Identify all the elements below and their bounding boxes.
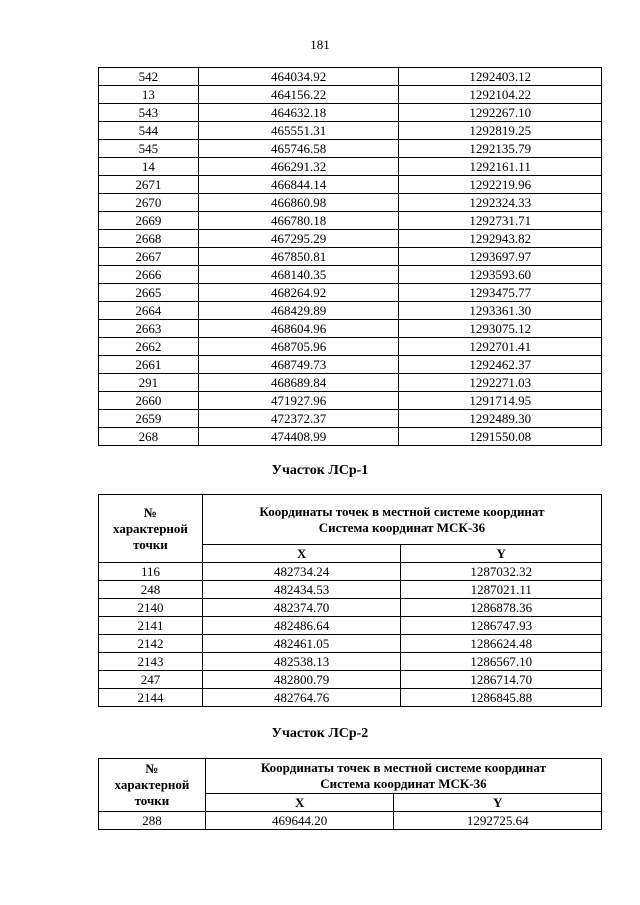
point-number-header-line3: точки: [133, 536, 168, 552]
point-number-cell: 543: [99, 104, 199, 122]
y-coordinate-cell: 1293593.60: [399, 266, 602, 284]
x-coordinate-cell: 466780.18: [198, 212, 399, 230]
y-coordinate-cell: 1292267.10: [399, 104, 602, 122]
y-column-header: Y: [394, 793, 602, 811]
point-number-cell: 544: [99, 122, 199, 140]
point-number-cell: 2661: [99, 356, 199, 374]
x-coordinate-cell: 482434.53: [202, 581, 401, 599]
table-row: [99, 104, 602, 122]
point-number-cell: 545: [99, 140, 199, 158]
page-number: 181: [310, 37, 330, 52]
point-number-cell: 247: [99, 671, 203, 689]
point-number-cell: 14: [99, 158, 199, 176]
y-coordinate-cell: 1293697.97: [399, 248, 602, 266]
table-row: [99, 212, 602, 230]
table3-body: [99, 812, 602, 830]
x-coordinate-cell: 464034.92: [198, 68, 399, 86]
table-row: [99, 392, 602, 410]
point-number-cell: 2667: [99, 248, 199, 266]
x-coordinate-cell: 467295.29: [198, 230, 399, 248]
coordinates-table-continued: [98, 67, 602, 446]
y-coordinate-cell: 1286624.48: [401, 635, 602, 653]
point-number-header-line1: №: [145, 761, 159, 776]
point-number-cell: 2665: [99, 284, 199, 302]
table-row: [99, 599, 602, 617]
point-number-cell: 2143: [99, 653, 203, 671]
table-row: [99, 176, 602, 194]
section-title-lsr-2: Участок ЛСр-2: [271, 726, 369, 741]
x-coordinate-cell: 482764.76: [202, 689, 401, 707]
table-row: [99, 356, 602, 374]
x-coordinate-cell: 464156.22: [198, 86, 399, 104]
table-row: [99, 122, 602, 140]
x-coordinate-cell: 469644.20: [205, 812, 394, 830]
y-coordinate-cell: 1291714.95: [399, 392, 602, 410]
x-column-header: X: [202, 545, 401, 563]
point-number-cell: 2140: [99, 599, 203, 617]
point-number-header: [99, 759, 206, 812]
y-coordinate-cell: 1291550.08: [399, 428, 602, 446]
point-number-cell: 116: [99, 563, 203, 581]
y-coordinate-cell: 1292731.71: [399, 212, 602, 230]
y-coordinate-cell: 1287021.11: [401, 581, 602, 599]
point-number-cell: 2663: [99, 320, 199, 338]
point-number-cell: 2659: [99, 410, 199, 428]
x-coordinate-cell: 464632.18: [198, 104, 399, 122]
point-number-cell: 2666: [99, 266, 199, 284]
x-coordinate-cell: 468429.89: [198, 302, 399, 320]
table-row: [99, 140, 602, 158]
x-coordinate-cell: 468604.96: [198, 320, 399, 338]
x-coordinate-cell: 468264.92: [198, 284, 399, 302]
table-row: [99, 689, 602, 707]
table-row: [99, 266, 602, 284]
table-row: [99, 635, 602, 653]
point-number-cell: 2142: [99, 635, 203, 653]
table-row: [99, 617, 602, 635]
point-number-header: [99, 495, 203, 563]
x-coordinate-cell: 465746.58: [198, 140, 399, 158]
point-number-cell: 248: [99, 581, 203, 599]
point-number-cell: 2662: [99, 338, 199, 356]
x-coordinate-cell: 482800.79: [202, 671, 401, 689]
y-coordinate-cell: 1292403.12: [399, 68, 602, 86]
y-coordinate-cell: 1292943.82: [399, 230, 602, 248]
coordinates-table-lsr-2: [98, 758, 602, 830]
x-coordinate-cell: 466844.14: [198, 176, 399, 194]
x-coordinate-cell: 482538.13: [202, 653, 401, 671]
table-row: [99, 410, 602, 428]
point-number-header-line1: №: [143, 504, 157, 520]
y-coordinate-cell: 1286845.88: [401, 689, 602, 707]
point-number-cell: 288: [99, 812, 206, 830]
point-number-cell: 2670: [99, 194, 199, 212]
y-coordinate-cell: 1287032.32: [401, 563, 602, 581]
coordinates-table-lsr-1: [98, 494, 602, 707]
point-number-cell: 268: [99, 428, 199, 446]
point-number-cell: 2668: [99, 230, 199, 248]
point-number-cell: 2144: [99, 689, 203, 707]
point-number-cell: 2664: [99, 302, 199, 320]
table-row: [99, 653, 602, 671]
y-coordinate-cell: 1292135.79: [399, 140, 602, 158]
x-coordinate-cell: 472372.37: [198, 410, 399, 428]
table-row: [99, 320, 602, 338]
table1-body: [99, 68, 602, 446]
y-coordinate-cell: 1292462.37: [399, 356, 602, 374]
table-row: [99, 581, 602, 599]
point-number-cell: 2671: [99, 176, 199, 194]
y-coordinate-cell: 1292324.33: [399, 194, 602, 212]
y-coordinate-cell: 1292161.11: [399, 158, 602, 176]
y-coordinate-cell: 1286878.36: [401, 599, 602, 617]
table-row: [99, 158, 602, 176]
coordinates-header-line1: Координаты точек в местной системе координат: [260, 759, 546, 775]
table-row: [99, 671, 602, 689]
coordinates-header-line2: Система координат МСК-36: [318, 519, 486, 535]
table-row: [99, 230, 602, 248]
point-number-cell: 291: [99, 374, 199, 392]
table-row: [99, 563, 602, 581]
y-coordinate-cell: 1286747.93: [401, 617, 602, 635]
table-row: [99, 284, 602, 302]
section-title-lsr-1: Участок ЛСр-1: [271, 463, 369, 478]
y-coordinate-cell: 1292104.22: [399, 86, 602, 104]
y-coordinate-cell: 1292489.30: [399, 410, 602, 428]
x-coordinate-cell: 482486.64: [202, 617, 401, 635]
y-column-header: Y: [401, 545, 602, 563]
x-coordinate-cell: 466860.98: [198, 194, 399, 212]
y-coordinate-cell: 1293475.77: [399, 284, 602, 302]
x-coordinate-cell: 468705.96: [198, 338, 399, 356]
header-row: [99, 759, 602, 794]
y-coordinate-cell: 1292819.25: [399, 122, 602, 140]
point-number-cell: 2660: [99, 392, 199, 410]
coordinates-header-line2: Система координат МСК-36: [320, 775, 487, 791]
y-coordinate-cell: 1292219.96: [399, 176, 602, 194]
table2-body: [99, 563, 602, 707]
x-coordinate-cell: 474408.99: [198, 428, 399, 446]
table-row: [99, 338, 602, 356]
point-number-header-line2: характерной: [114, 777, 190, 792]
point-number-header-line3: точки: [134, 793, 170, 808]
point-number-cell: 542: [99, 68, 199, 86]
x-coordinate-cell: 482734.24: [202, 563, 401, 581]
table-row: [99, 86, 602, 104]
header-row: [99, 495, 602, 545]
x-coordinate-cell: 482461.05: [202, 635, 401, 653]
coordinates-header: [202, 495, 601, 545]
y-coordinate-cell: 1293075.12: [399, 320, 602, 338]
point-number-header-line2: характерной: [112, 520, 188, 536]
x-coordinate-cell: 468749.73: [198, 356, 399, 374]
y-coordinate-cell: 1286714.70: [401, 671, 602, 689]
y-coordinate-cell: 1286567.10: [401, 653, 602, 671]
x-coordinate-cell: 466291.32: [198, 158, 399, 176]
coordinates-header: [205, 759, 601, 794]
table-row: [99, 812, 602, 830]
x-column-header: X: [205, 793, 394, 811]
x-coordinate-cell: 467850.81: [198, 248, 399, 266]
table-row: [99, 68, 602, 86]
point-number-cell: 2141: [99, 617, 203, 635]
coordinates-header-line1: Координаты точек в местной системе координат: [259, 503, 545, 519]
table-row: [99, 194, 602, 212]
x-coordinate-cell: 465551.31: [198, 122, 399, 140]
point-number-cell: 13: [99, 86, 199, 104]
point-number-cell: 2669: [99, 212, 199, 230]
x-coordinate-cell: 468140.35: [198, 266, 399, 284]
y-coordinate-cell: 1293361.30: [399, 302, 602, 320]
table-row: [99, 374, 602, 392]
table-row: [99, 428, 602, 446]
x-coordinate-cell: 482374.70: [202, 599, 401, 617]
y-coordinate-cell: 1292271.03: [399, 374, 602, 392]
x-coordinate-cell: 471927.96: [198, 392, 399, 410]
y-coordinate-cell: 1292725.64: [394, 812, 602, 830]
table-row: [99, 302, 602, 320]
table-row: [99, 248, 602, 266]
y-coordinate-cell: 1292701.41: [399, 338, 602, 356]
x-coordinate-cell: 468689.84: [198, 374, 399, 392]
